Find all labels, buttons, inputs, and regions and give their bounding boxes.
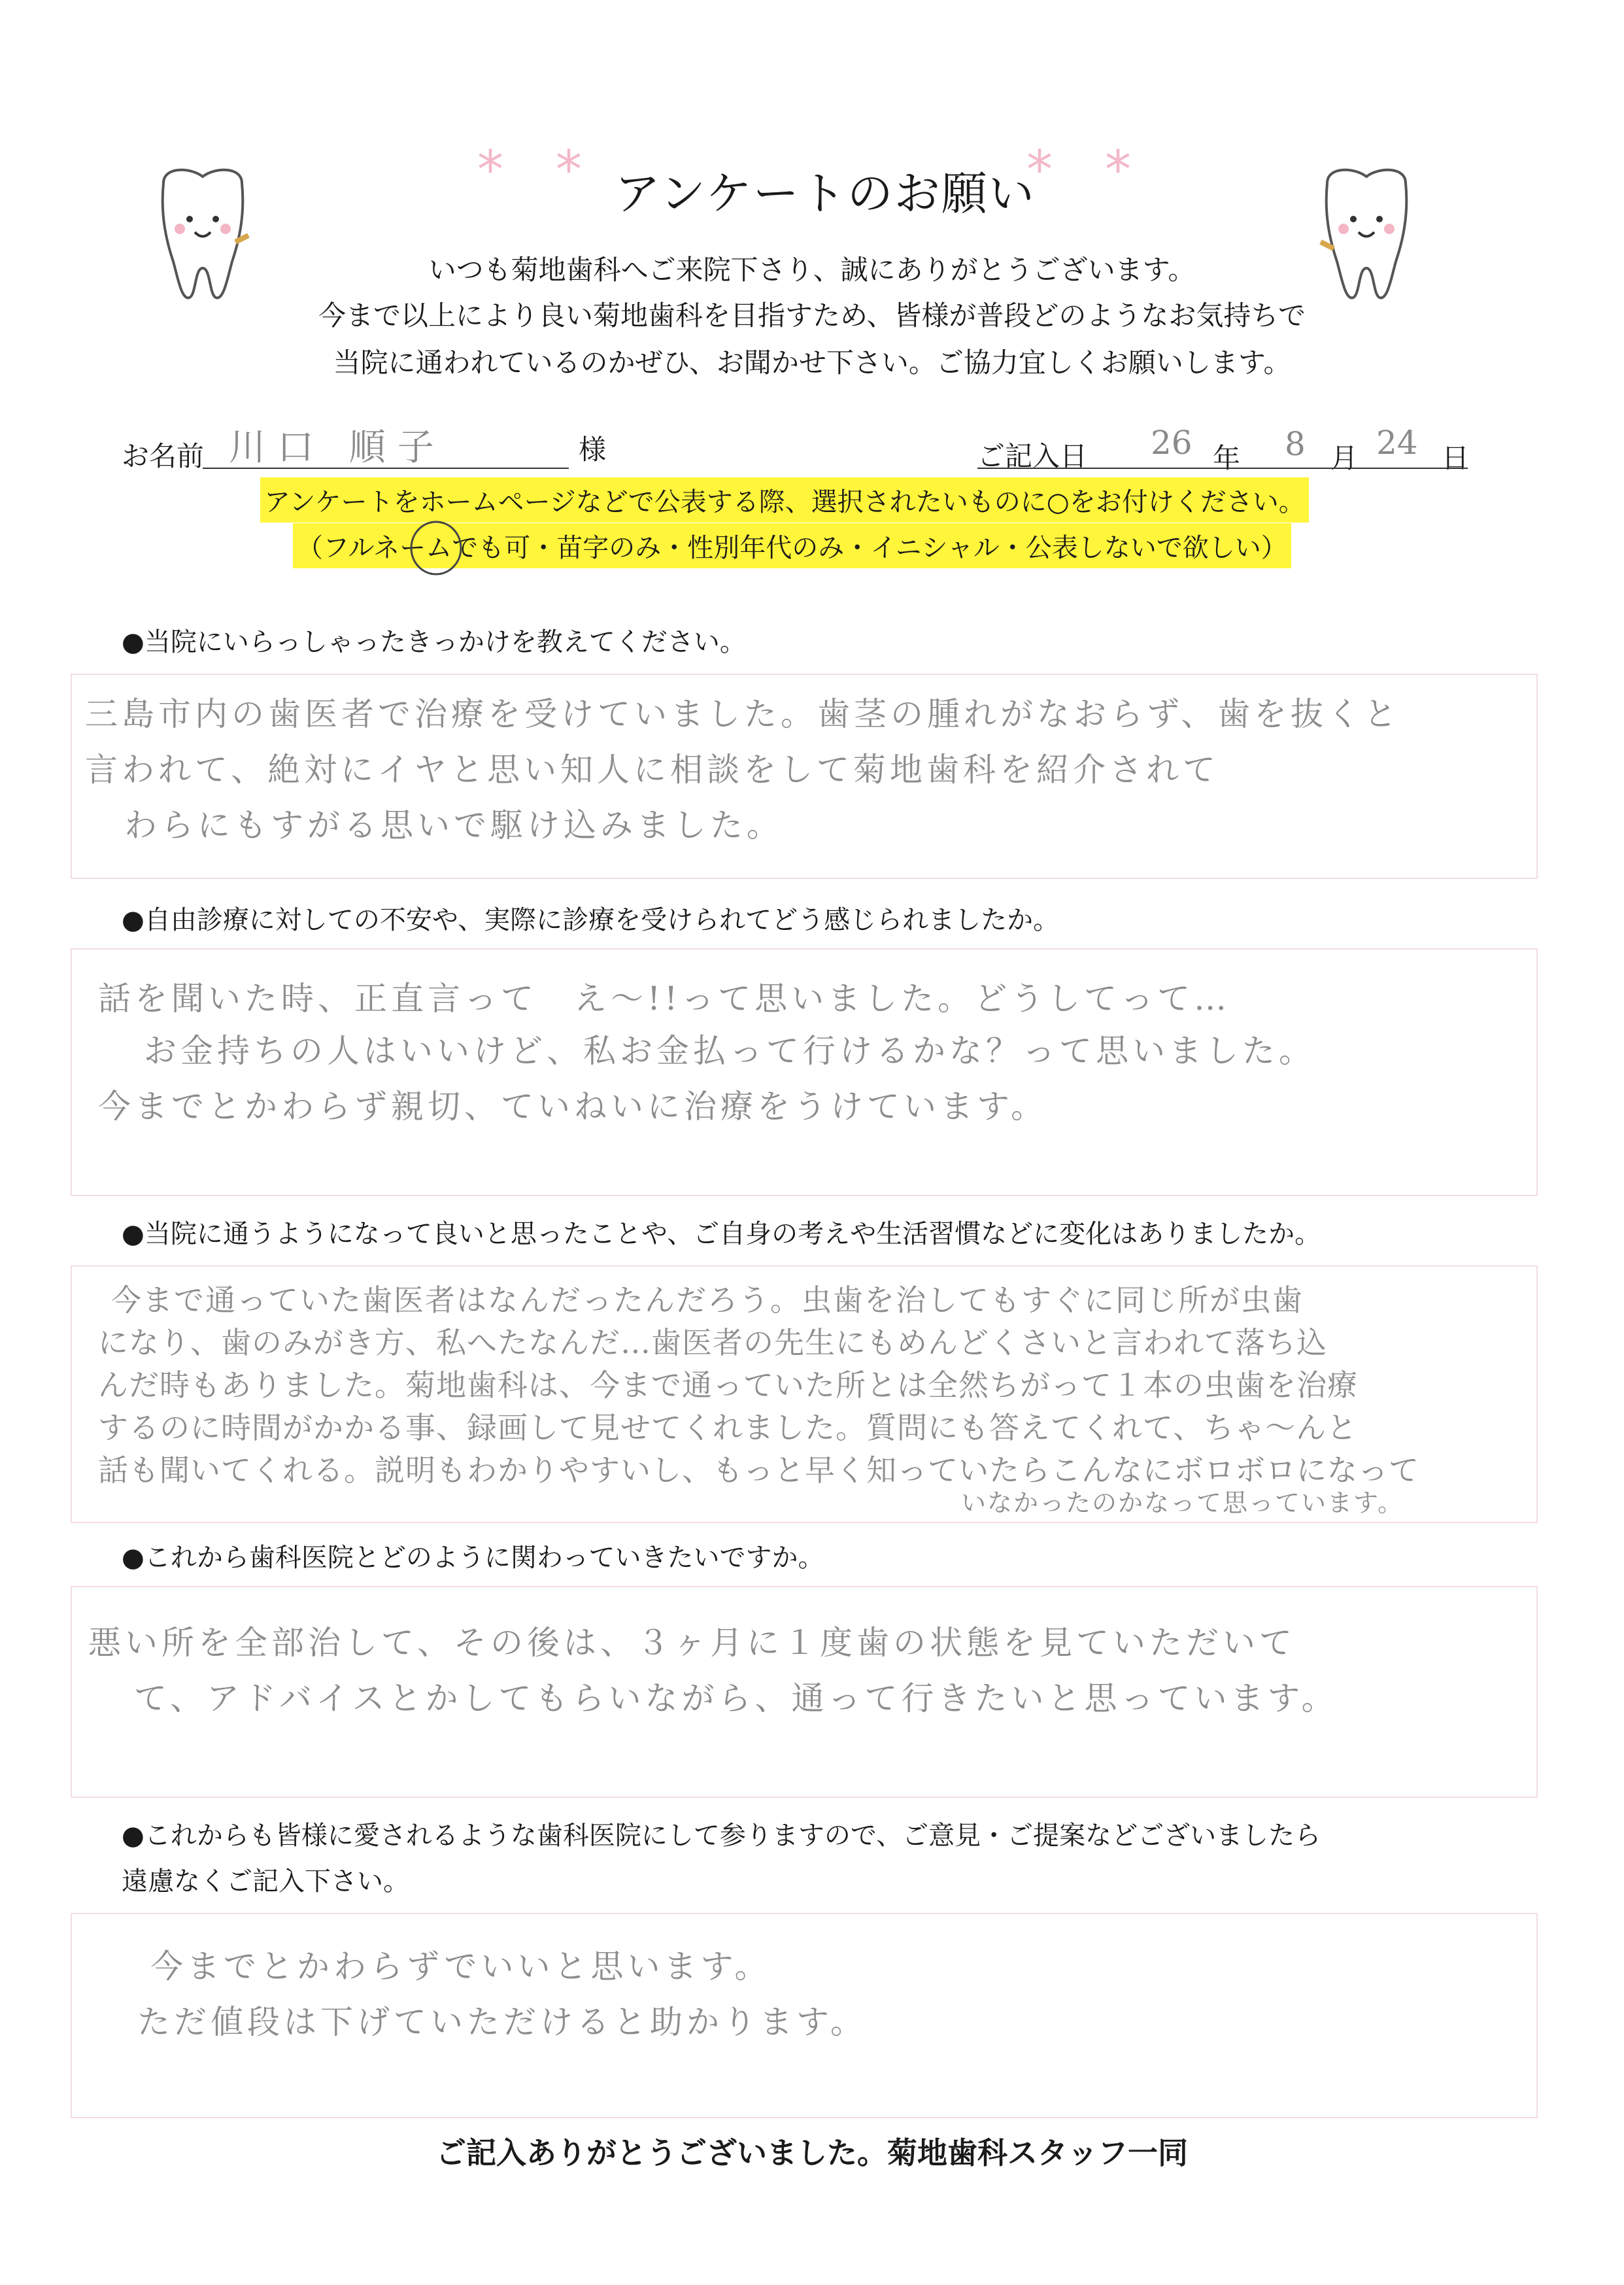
star-decoration: *: [1105, 139, 1131, 200]
answer-line: 話も聞いてくれる。説明もわかりやすいし、もっと早く知っていたらこんなにボロボロになって: [98, 1452, 1419, 1488]
answer-line: わらにもすがる思いで駆け込みました。: [124, 806, 783, 844]
answer-line: するのに時間がかかる事、録画して見せてくれました。質問にも答えてくれて、ちゃ〜んと: [98, 1410, 1358, 1445]
answer-box-2: [71, 948, 1538, 1196]
name-value: 川口 順子: [229, 426, 446, 469]
publish-instruction: アンケートをホームページなどで公表する際、選択されたいものに○をお付けください。: [260, 477, 1309, 523]
answer-line: 今まで通っていた歯医者はなんだったんだろう。虫歯を治してもすぐに同じ所が虫歯: [111, 1282, 1304, 1318]
date-year-value: 26: [1151, 424, 1193, 462]
footer-thanks: ご記入ありがとうございました。菊地歯科スタッフ一同: [436, 2135, 1188, 2171]
answer-line: 三島市内の歯医者で治療を受けていました。歯茎の腫れがなおらず、歯を抜くと: [85, 695, 1400, 733]
page-title: アンケートのお願い: [615, 167, 1036, 220]
star-decoration: *: [477, 139, 503, 200]
name-suffix: 様: [579, 434, 607, 466]
question-4: ●これから歯科医院とどのように関わっていきたいですか。: [122, 1543, 824, 1573]
question-1: ●当院にいらっしゃったきっかけを教えてください。: [122, 627, 746, 657]
answer-line: んだ時もありました。菊地歯科は、今まで通っていた所とは全然ちがって１本の虫歯を治療: [98, 1367, 1358, 1403]
day-label: 日: [1442, 442, 1470, 474]
question-3: ●当院に通うようになって良いと思ったことや、ご自身の考えや生活習慣などに変化はありましたか。: [122, 1219, 1321, 1249]
answer-line: て、アドバイスとかしてもらいながら、通って行きたいと思っています。: [134, 1679, 1338, 1717]
year-label: 年: [1213, 442, 1241, 474]
date-label: ご記入日: [977, 440, 1088, 472]
publish-options: （フルネームでも可・苗字のみ・性別年代のみ・イニシャル・公表しないで欲しい）: [293, 523, 1291, 568]
answer-line: になり、歯のみがき方、私へたなんだ…歯医者の先生にもめんどくさいと言われて落ち込: [98, 1325, 1327, 1360]
answer-line: 今までとかわらず親切、ていねいに治療をうけています。: [98, 1088, 1047, 1125]
month-label: 月: [1330, 442, 1359, 474]
name-label: お名前: [122, 440, 205, 472]
answer-box-4: [71, 1586, 1538, 1798]
answer-line: 悪い所を全部治して、その後は、３ヶ月に１度歯の状態を見ていただいて: [88, 1624, 1296, 1662]
star-decoration: *: [556, 139, 582, 200]
answer-line: ただ値段は下げていただけると助かります。: [137, 2003, 867, 2041]
answer-box-1: [71, 674, 1538, 879]
question-5: ●これからも皆様に愛されるような歯科医院にして参りますので、ご意見・ご提案などございましたら: [122, 1821, 1321, 1851]
answer-box-3: [71, 1265, 1538, 1523]
intro-line: 今まで以上により良い菊地歯科を目指すため、皆様が普段どのようなお気持ちで: [318, 300, 1306, 332]
question-2: ●自由診療に対しての不安や、実際に診療を受けられてどう感じられましたか。: [122, 905, 1060, 935]
answer-line: 今までとかわらずでいいと思います。: [150, 1948, 771, 1985]
question-5-continued: 遠慮なくご記入下さい。: [122, 1866, 409, 1897]
date-day-value: 24: [1376, 424, 1418, 462]
answer-line: 話を聞いた時、正直言って え〜!!って思いました。どうしてって…: [98, 980, 1231, 1018]
intro-line: いつも菊地歯科へご来院下さり、誠にありがとうございます。: [428, 254, 1196, 286]
date-month-value: 8: [1285, 425, 1306, 463]
answer-line: いなかったのかなって思っています。: [961, 1488, 1404, 1517]
answer-box-5: [71, 1913, 1538, 2118]
star-decoration: *: [1026, 139, 1053, 200]
intro-line: 当院に通われているのかぜひ、お聞かせ下さい。ご協力宜しくお願いします。: [333, 347, 1291, 379]
circle-mark: [407, 518, 465, 577]
answer-line: お金持ちの人はいいけど、私お金払って行けるかな？って思いました。: [144, 1032, 1315, 1070]
answer-line: 言われて、絶対にイヤと思い知人に相談をして菊地歯科を紹介されて: [85, 751, 1219, 789]
